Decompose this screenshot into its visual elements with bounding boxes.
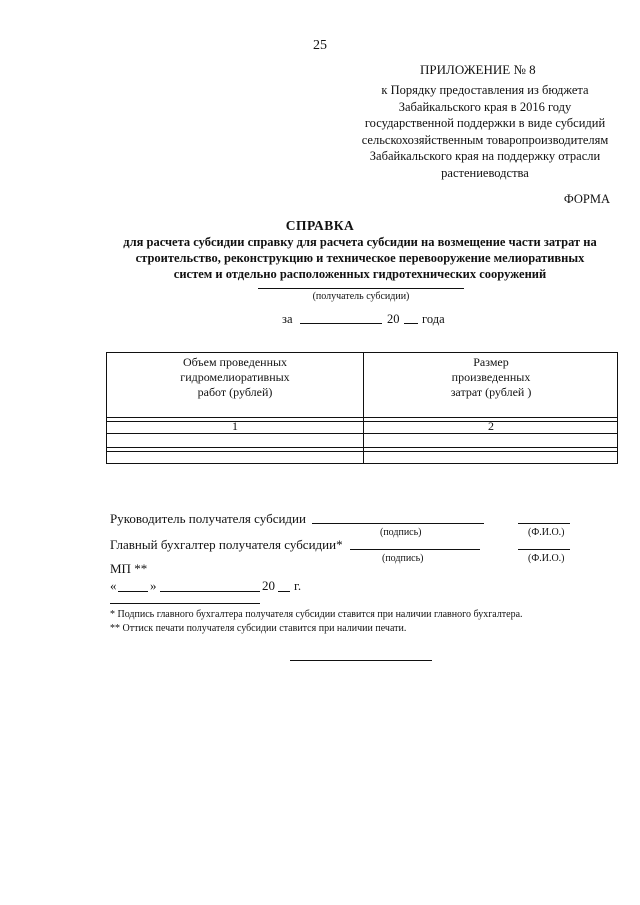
- data-table: [106, 352, 618, 464]
- date-year-suffix: г.: [294, 578, 302, 593]
- period-year-prefix: 20: [387, 312, 400, 326]
- document-subtitle: [100, 234, 620, 282]
- preamble-line: растениеводства: [441, 165, 529, 180]
- header-line: Объем проведенных: [182, 355, 288, 369]
- row-divider: [107, 447, 617, 448]
- preamble-line: Забайкальского края в 2016 году: [398, 99, 572, 114]
- page-number: 25: [313, 38, 327, 53]
- preamble: [340, 82, 630, 181]
- head-fio-line[interactable]: [518, 523, 570, 524]
- date-year-line[interactable]: [278, 591, 290, 592]
- date-close-quote: »: [150, 578, 157, 593]
- period-prefix: за: [282, 312, 293, 326]
- row-divider: [107, 417, 617, 418]
- header-line: гидромелиоративных: [180, 370, 290, 384]
- end-rule: [290, 660, 432, 661]
- form-label: ФОРМА: [563, 192, 610, 206]
- footnote-separator: [110, 603, 260, 604]
- subtitle-line: для расчета субсидии справку для расчета субсидии на возмещение части затрат на: [123, 235, 597, 249]
- head-signature-line[interactable]: [312, 523, 484, 524]
- header-line: произведенных: [451, 370, 531, 384]
- date-open-quote: «: [110, 578, 117, 593]
- preamble-line: к Порядку предоставления из бюджета: [381, 83, 589, 97]
- footnote-accountant: * Подпись главного бухгалтера получателя субсидии ставится при наличии главного бухгалтера.: [110, 609, 523, 620]
- column-number-2: 2: [488, 419, 494, 433]
- date-year-prefix: 20: [262, 578, 275, 593]
- header-line: работ (рублей): [197, 385, 273, 399]
- column-header-costs: [363, 355, 619, 400]
- period-suffix: года: [422, 312, 445, 326]
- accountant-label: Главный бухгалтер получателя субсидии*: [110, 537, 343, 552]
- preamble-line: сельскохозяйственным товаропроизводителям: [361, 132, 609, 147]
- subtitle-line: строительство, реконструкцию и техническое перевооружение мелиоративных: [135, 251, 585, 265]
- table-cell-costs[interactable]: [363, 434, 619, 446]
- header-line: затрат (рублей ): [450, 385, 532, 399]
- recipient-line[interactable]: [258, 288, 464, 289]
- date-day-line[interactable]: [118, 591, 148, 592]
- header-line: Размер: [473, 355, 509, 369]
- row-divider: [107, 451, 617, 452]
- stamp-label: МП **: [110, 561, 148, 576]
- appendix-heading: ПРИЛОЖЕНИЕ № 8: [420, 62, 536, 77]
- period-blank[interactable]: [300, 323, 382, 324]
- footnote-stamp: ** Оттиск печати получателя субсидии ставится при наличии печати.: [110, 623, 407, 634]
- head-label: Руководитель получателя субсидии: [110, 511, 306, 526]
- accountant-fio-caption: (Ф.И.О.): [528, 553, 565, 564]
- head-fio-caption: (Ф.И.О.): [528, 527, 565, 538]
- accountant-signature-line[interactable]: [350, 549, 480, 550]
- preamble-line: Забайкальского края на поддержку отрасли: [369, 149, 601, 163]
- column-header-volume: [107, 355, 363, 400]
- date-month-line[interactable]: [160, 591, 260, 592]
- table-cell-volume[interactable]: [107, 434, 363, 446]
- document-title: СПРАВКА: [285, 218, 355, 233]
- subtitle-line: систем и отдельно расположенных гидротехнических сооружений: [173, 267, 547, 281]
- preamble-line: государственной поддержки в виде субсидий: [364, 116, 606, 130]
- accountant-sign-caption: (подпись): [382, 553, 424, 564]
- accountant-fio-line[interactable]: [518, 549, 570, 550]
- column-number-1: 1: [232, 419, 238, 433]
- recipient-caption: (получатель субсидии): [312, 291, 410, 302]
- period-year-blank[interactable]: [404, 323, 418, 324]
- head-sign-caption: (подпись): [380, 527, 422, 538]
